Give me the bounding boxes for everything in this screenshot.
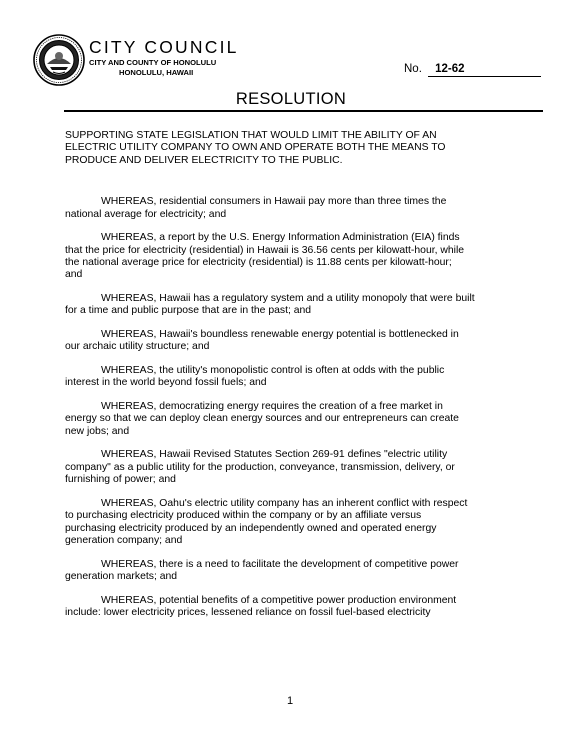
resolution-number-label: No. bbox=[404, 63, 422, 75]
city-seal-icon bbox=[33, 34, 85, 86]
org-subtitle-line1: CITY AND COUNTY OF HONOLULU bbox=[89, 58, 217, 67]
document-body bbox=[65, 130, 549, 631]
org-title: CITY COUNCIL bbox=[89, 37, 239, 57]
whereas-clause: WHEREAS, there is a need to facilitate the development of competitive power generation markets; and bbox=[65, 558, 459, 583]
whereas-clause: WHEREAS, democratizing energy requires the creation of a free market in energy so that we can deploy clean energy sources and our entrepreneurs can create new jobs; and bbox=[65, 401, 459, 437]
document-title: RESOLUTION bbox=[235, 90, 347, 108]
whereas-clause: WHEREAS, Hawaii Revised Statutes Section 269-91 defines "electric utility company" as a public utility for the production, conveyance, transmission, delivery, or furnishing of power; and bbox=[65, 449, 455, 486]
org-subtitle-line2: HONOLULU, HAWAII bbox=[119, 68, 194, 77]
whereas-clause: WHEREAS, Hawaii's boundless renewable energy potential is bottlenecked in our archaic utility structure; and bbox=[65, 329, 459, 353]
resolution-purpose: SUPPORTING STATE LEGISLATION THAT WOULD LIMIT THE ABILITY OF AN ELECTRIC UTILITY COMPANY TO OWN AND OPERATE BOTH THE MEANS TO PRODUCE AND DELIVER ELECTRICITY TO THE PUBLIC. bbox=[65, 130, 446, 166]
page-number: 1 bbox=[286, 695, 294, 707]
resolution-number bbox=[404, 62, 541, 77]
whereas-clause: WHEREAS, residential consumers in Hawaii pay more than three times the national average for electricity; and bbox=[65, 196, 447, 220]
whereas-clause: WHEREAS, the utility's monopolistic control is often at odds with the public interest in the world beyond fossil fuels; and bbox=[65, 365, 445, 389]
whereas-clause: WHEREAS, Hawaii has a regulatory system and a utility monopoly that were built for a time and public purpose that are in the past; and bbox=[65, 293, 475, 317]
resolution-number-value: 12-62 bbox=[428, 63, 541, 77]
whereas-clause: WHEREAS, potential benefits of a competitive power production environment include: lower electricity prices, lessened reliance on fossil fuel-based electricity bbox=[65, 594, 457, 619]
whereas-clause: WHEREAS, a report by the U.S. Energy Information Administration (EIA) finds that the price for electricity (residential) in Hawaii is 36.56 cents per kilowatt-hour, while the national average price for electricity (residential) is 11.88 cents per kilowatt-hour; and bbox=[65, 232, 465, 281]
title-divider bbox=[64, 110, 543, 112]
whereas-clause: WHEREAS, Oahu's electric utility company has an inherent conflict with respect to purchasing electricity produced within the company or by an affiliate versus purchasing electricity produced by an independently owned and operated energy generation company; and bbox=[65, 497, 468, 547]
